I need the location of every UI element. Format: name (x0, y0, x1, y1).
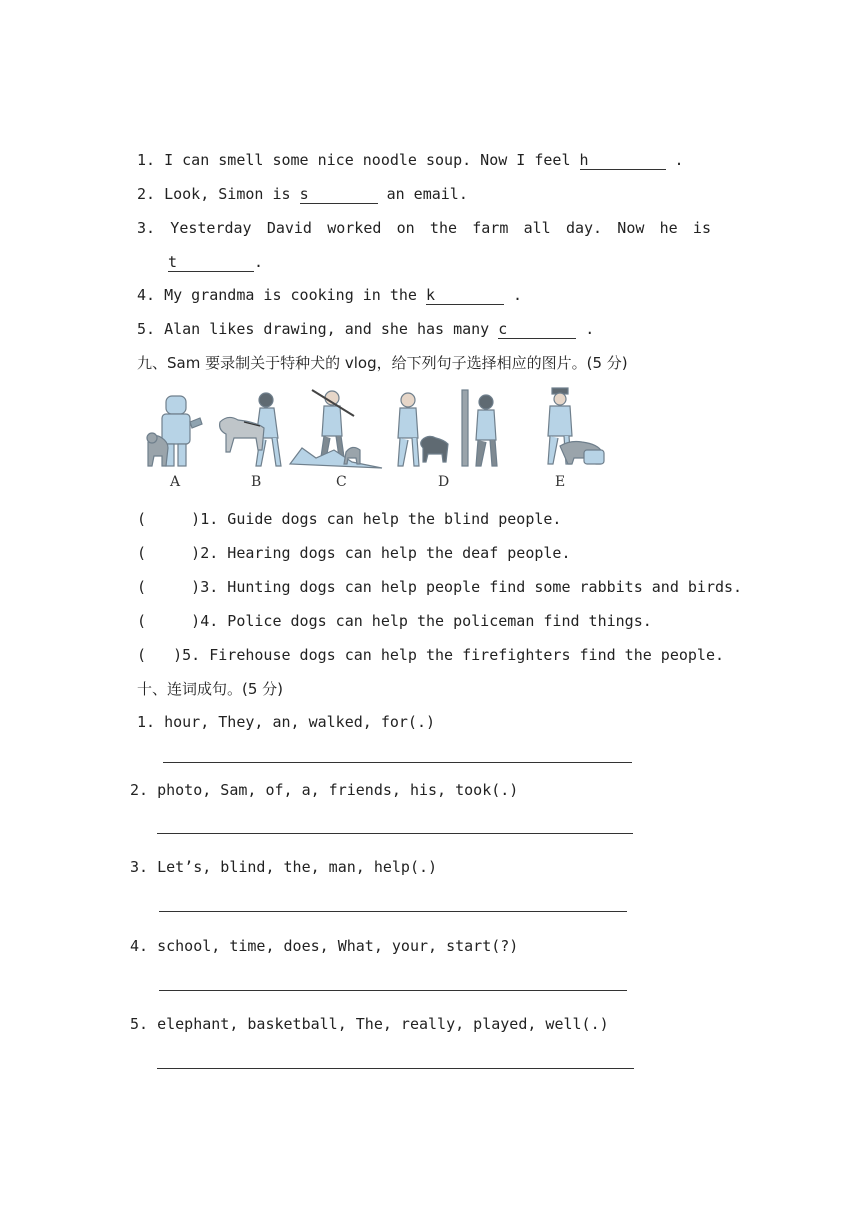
fill-item-3: 3. Yesterday David worked on the farm all day. Now he is (137, 219, 711, 237)
fill-item-5-text: 5. Alan likes drawing, and she has many (137, 320, 499, 338)
answer-line-2[interactable] (157, 833, 633, 834)
picture-d-hearing-dog (398, 390, 497, 466)
fill-blank-5[interactable]: c (498, 320, 576, 339)
answer-bracket-5[interactable]: ( ) (137, 646, 183, 664)
picture-label-d: D (438, 474, 450, 490)
picture-c-hunting-dog (290, 390, 382, 468)
picture-label-e: E (555, 474, 566, 490)
sentence-item-4: 4. school, time, does, What, your, start(?) (130, 937, 519, 955)
picture-a-firefighter (147, 396, 202, 466)
match-item-4: ( )4. Police dogs can help the policeman find things. (137, 612, 652, 630)
picture-b-guide-dog (220, 393, 281, 466)
special-dogs-illustration (140, 386, 610, 496)
match-item-5: ( )5. Firehouse dogs can help the firefighters find the people. (137, 646, 725, 664)
sentence-item-5: 5. elephant, basketball, The, really, played, well(.) (130, 1015, 609, 1033)
fill-item-3-cont: t . (168, 253, 264, 271)
fill-item-4-text: 4. My grandma is cooking in the (137, 286, 426, 304)
answer-line-1[interactable] (163, 762, 632, 763)
fill-item-1: 1. I can smell some nice noodle soup. Now I feel h . (137, 151, 684, 169)
match-item-1: ( )1. Guide dogs can help the blind people. (137, 510, 562, 528)
answer-line-3[interactable] (159, 911, 627, 912)
match-item-3: ( )3. Hunting dogs can help people find some rabbits and birds. (137, 578, 743, 596)
picture-e-police-dog (548, 388, 604, 464)
fill-item-5: 5. Alan likes drawing, and she has many c . (137, 320, 595, 338)
fill-item-4: 4. My grandma is cooking in the k . (137, 286, 523, 304)
answer-line-5[interactable] (157, 1068, 634, 1069)
fill-blank-2[interactable]: s (300, 185, 378, 204)
picture-label-c: C (336, 474, 347, 490)
part10-heading: 十、连词成句。(5 分) (137, 680, 284, 698)
answer-bracket-1[interactable]: ( ) (137, 510, 201, 528)
fill-item-2: 2. Look, Simon is s an email. (137, 185, 468, 203)
fill-blank-4[interactable]: k (426, 286, 504, 305)
fill-blank-3[interactable]: t (168, 253, 254, 272)
picture-label-b: B (251, 474, 262, 490)
sentence-item-1: 1. hour, They, an, walked, for(.) (137, 713, 436, 731)
answer-line-4[interactable] (159, 990, 627, 991)
fill-item-2-text: 2. Look, Simon is (137, 185, 300, 203)
fill-blank-1[interactable]: h (580, 151, 666, 170)
illustration-svg (140, 386, 610, 474)
answer-bracket-4[interactable]: ( ) (137, 612, 201, 630)
sentence-item-3: 3. Let’s, blind, the, man, help(.) (130, 858, 438, 876)
fill-item-1-text: 1. I can smell some nice noodle soup. Now I feel (137, 151, 580, 169)
match-item-2: ( )2. Hearing dogs can help the deaf people. (137, 544, 571, 562)
sentence-item-2: 2. photo, Sam, of, a, friends, his, took(.) (130, 781, 519, 799)
part9-heading: 九、Sam 要录制关于特种犬的 vlog，给下列句子选择相应的图片。(5 分) (137, 354, 628, 372)
answer-bracket-3[interactable]: ( ) (137, 578, 201, 596)
picture-label-a: A (170, 474, 181, 490)
answer-bracket-2[interactable]: ( ) (137, 544, 201, 562)
